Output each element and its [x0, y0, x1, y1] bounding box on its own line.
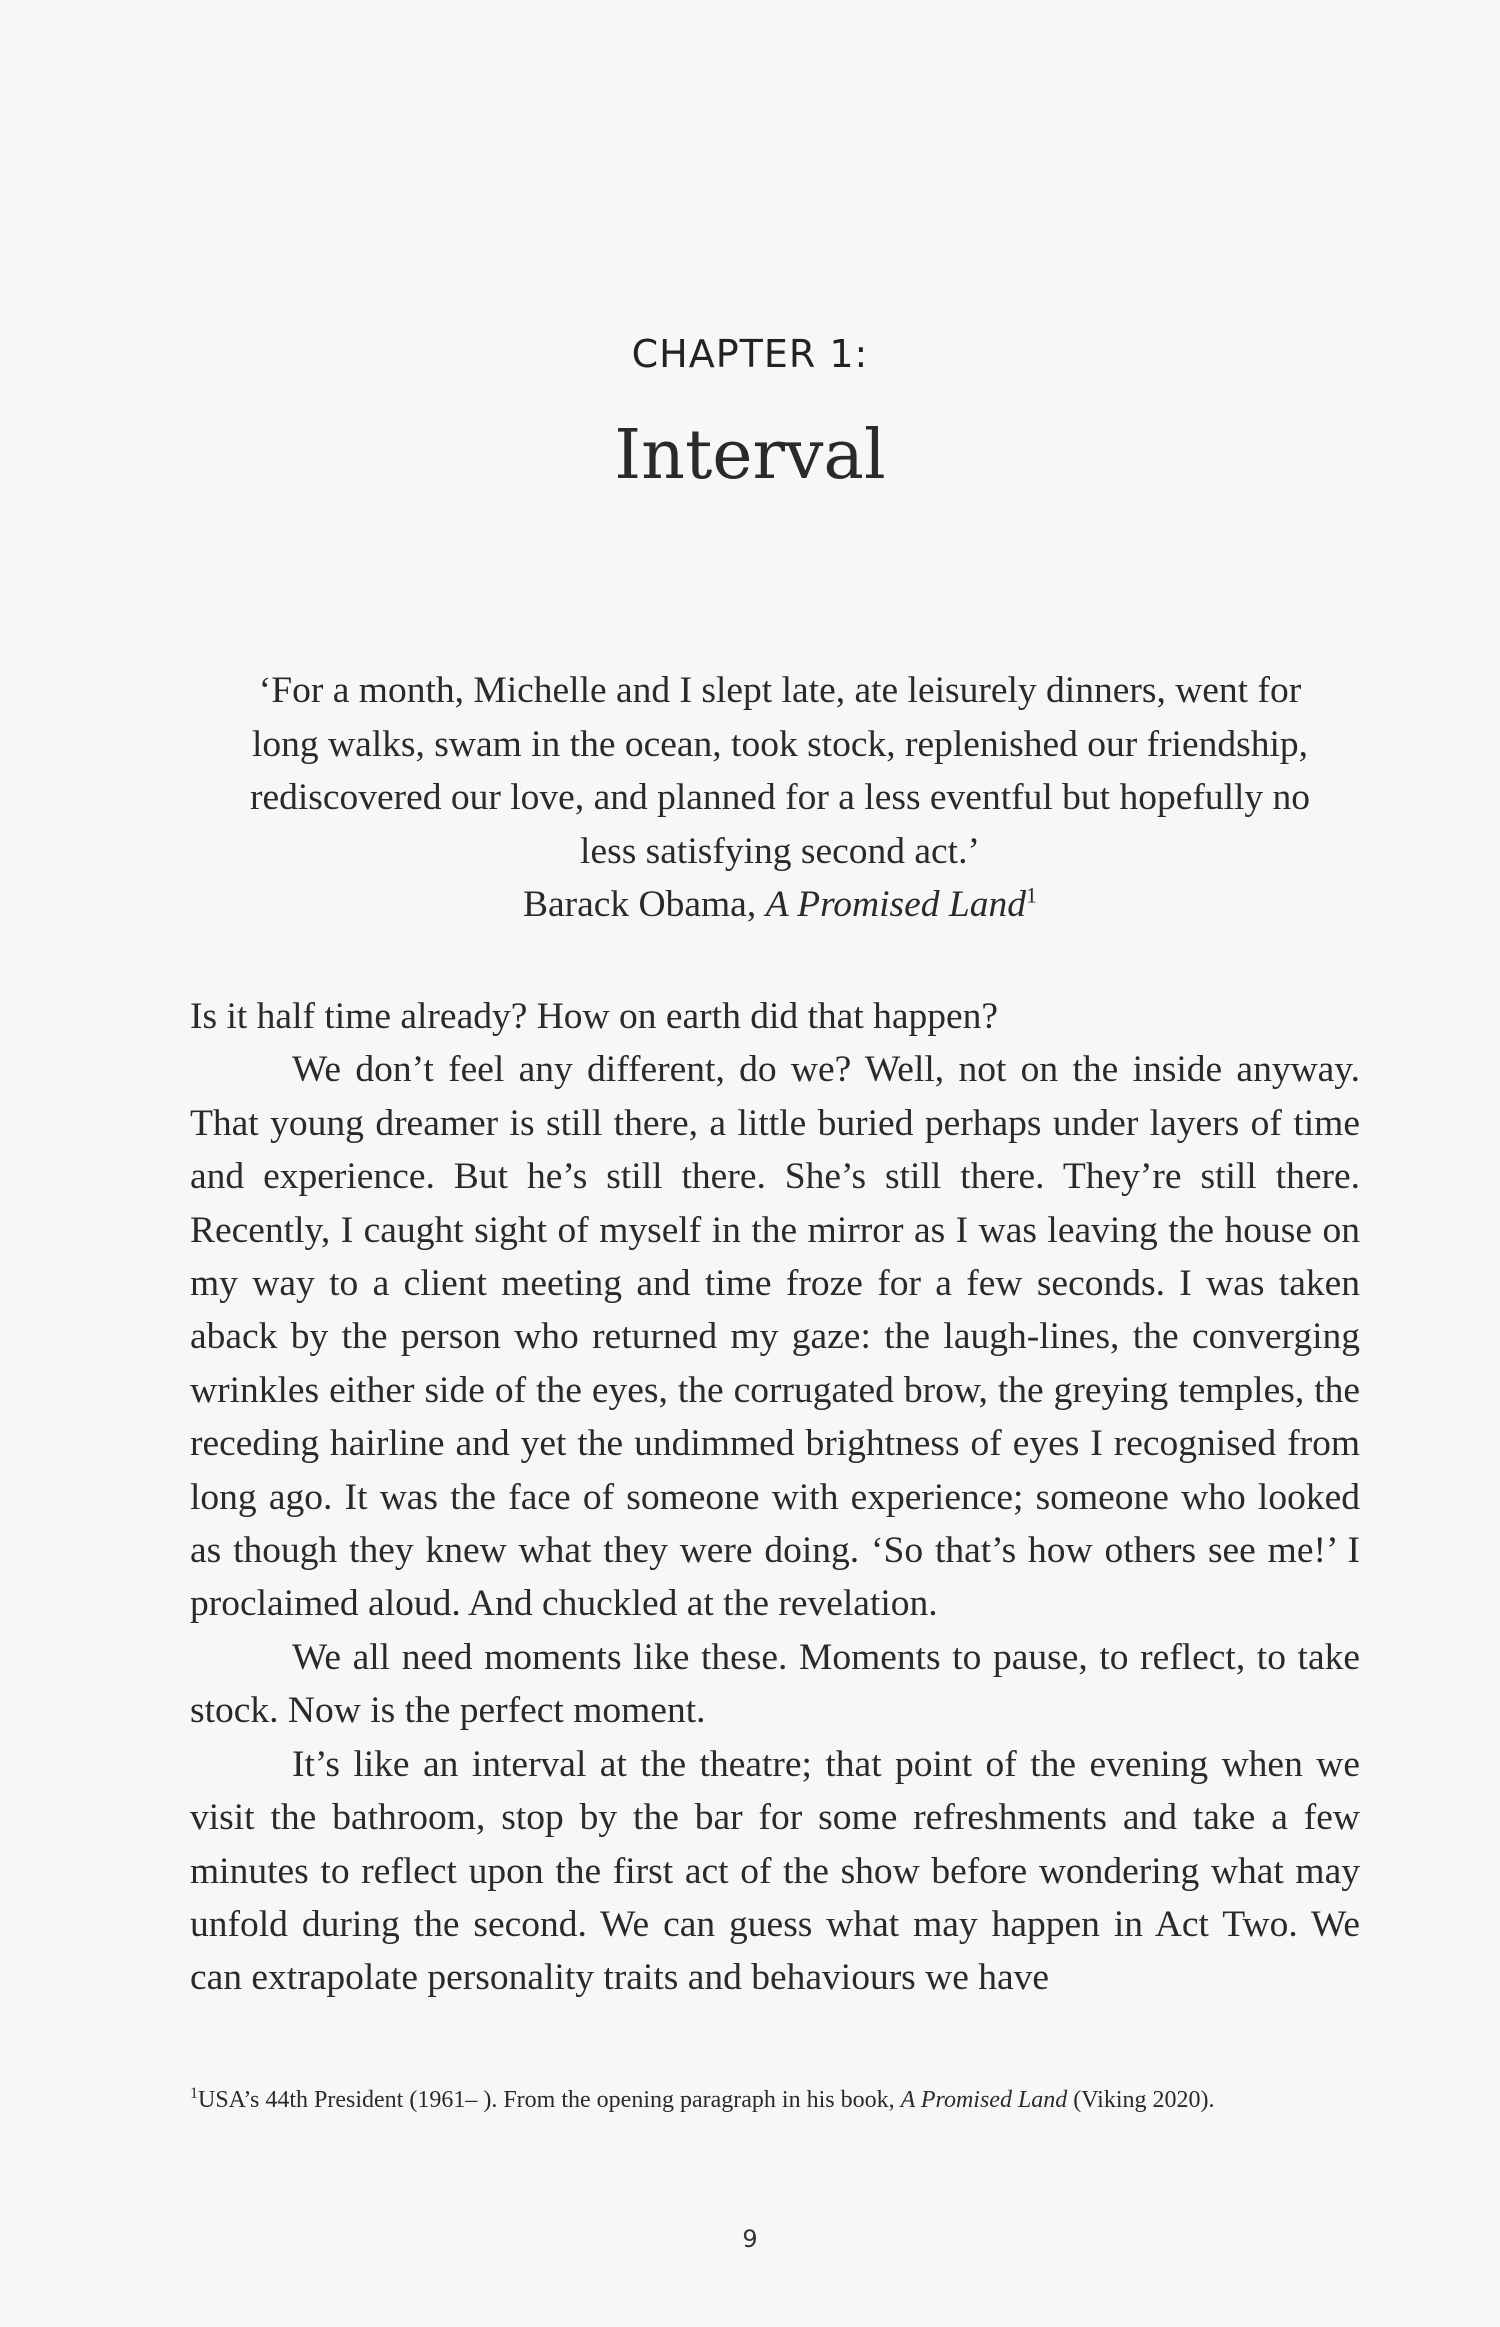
body-text — [190, 990, 1360, 2005]
chapter-label: CHAPTER 1: — [631, 332, 869, 376]
footnote-marker: 1 — [190, 2085, 198, 2102]
epigraph-line: ‘For a month, Michelle and I slept late, ate leisurely dinners, went for — [258, 670, 1302, 711]
paragraph: Is it half time already? How on earth did that happen? — [190, 996, 999, 1037]
footnote-text: USA’s 44th President (1961– ). From the opening paragraph in his book, — [198, 2087, 901, 2113]
paragraph: It’s like an interval at the theatre; that point of the evening when we visit the bathroom, stop by the bar for some refreshments and take a few minutes to reflect upon the first act of the show before wondering what may unfold during the second. We can guess what may happen in Act Two. We can extrapolate personality traits and behaviours we have — [190, 1743, 1360, 1999]
attribution-author: Barack Obama, — [522, 884, 766, 925]
chapter-title: Interval — [614, 416, 886, 495]
epigraph — [190, 664, 1370, 932]
epigraph-line: less satisfying second act.’ — [580, 830, 980, 872]
footnote — [190, 2083, 1360, 2117]
attribution-book-title: A Promised Land — [765, 884, 1027, 925]
footnote-text-end: (Viking 2020). — [1067, 2087, 1215, 2113]
footnote-book-title: A Promised Land — [900, 2087, 1068, 2113]
epigraph-line: rediscovered our love, and planned for a less eventful but hopefully no — [249, 777, 1311, 818]
paragraph: We all need moments like these. Moments to pause, to reflect, to take stock. Now is the perfect moment. — [190, 1636, 1360, 1732]
epigraph-line: long walks, swam in the ocean, took stock, replenished our friendship, — [251, 723, 1309, 765]
paragraph: We don’t feel any different, do we? Well, not on the inside anyway. That young dreamer is still there, a little buried perhaps under layers of time and experience. But he’s still there. She’s still there. They’re still there. Recently, I caught sight of myself in the mirror as I was leaving the house on my way to a client meeting and time froze for a few seconds. I was taken aback by the person who returned my gaze: the laugh-lines, the converging wrinkles either side of the eyes, the corrugated brow, the greying temples, the receding hairline and yet the undimmed brightness of eyes I recognised from long ago. It was the face of someone with experience; someone who looked as though they knew what they were doing. ‘So that’s how others see me!’ I proclaimed aloud. And chuckled at the revelation. — [190, 1049, 1360, 1625]
footnote-reference: 1 — [1026, 882, 1038, 908]
epigraph-attribution — [190, 878, 1370, 932]
page-number: 9 — [742, 2225, 758, 2253]
